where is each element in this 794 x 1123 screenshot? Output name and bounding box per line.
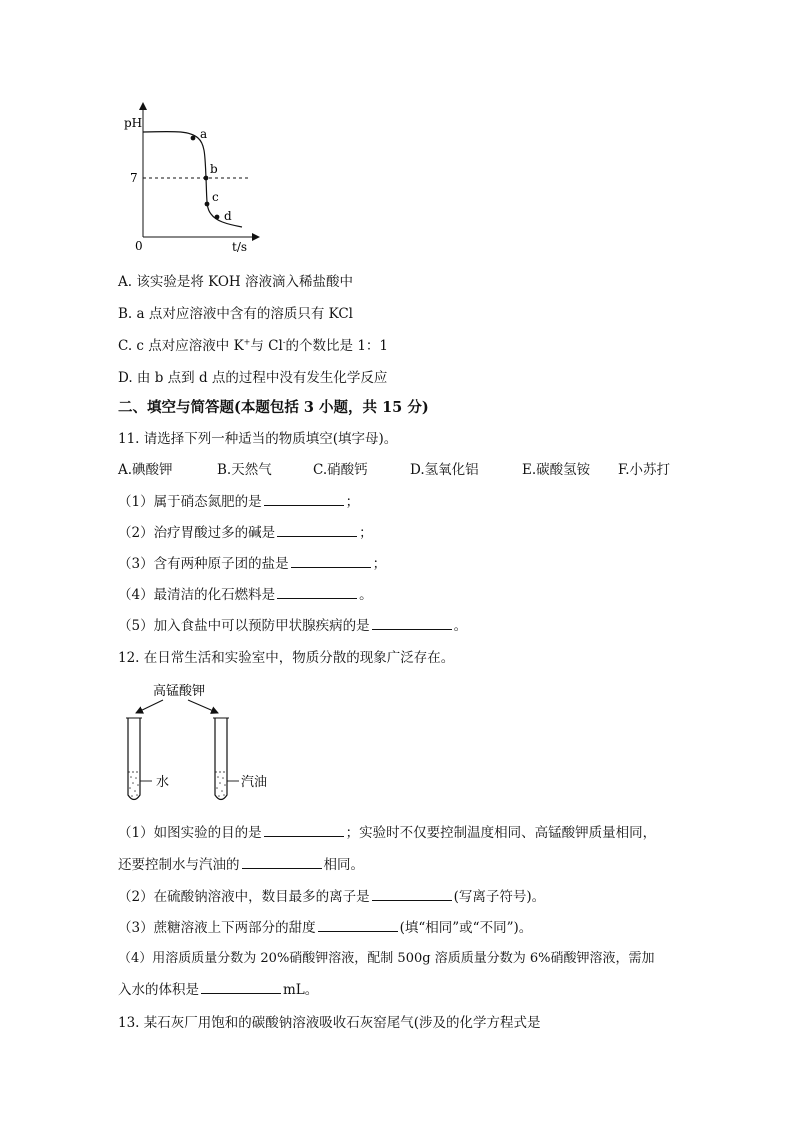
point-b-label: b <box>210 162 218 176</box>
point-d-label: d <box>224 209 232 223</box>
figure-top-label: 高锰酸钾 <box>153 684 206 699</box>
answer-blank[interactable] <box>318 917 398 932</box>
q11-item: （2）治疗胃酸过多的碱是 ； <box>118 521 373 541</box>
answer-blank[interactable] <box>242 854 322 869</box>
right-test-tube <box>213 718 239 800</box>
answer-blank[interactable] <box>264 822 344 837</box>
q11-stem: 11. 请选择下列一种适当的物质填空(填字母)。 <box>118 431 398 447</box>
left-test-tube <box>126 718 152 800</box>
left-arrow <box>136 700 163 713</box>
option-d: D. 由 b 点到 d 点的过程中没有发生化学反应 <box>118 370 388 386</box>
answer-blank[interactable] <box>291 553 371 568</box>
q11-choice: C.硝酸钙 <box>313 462 368 478</box>
q12-part3: （3）蔗糖溶液上下两部分的甜度 (填“相同”或“不同”)。 <box>118 916 532 936</box>
q12-part4-line2: 入水的体积是 mL。 <box>118 978 318 998</box>
q12-part4-line1: （4）用溶质质量分数为 20%硝酸钾溶液，配制 500g 溶质质量分数为 6%硝酸钾溶液，需加 <box>118 951 655 966</box>
answer-blank[interactable] <box>372 615 452 630</box>
q11-item: （3）含有两种原子团的盐是 ； <box>118 552 386 572</box>
q12-stem: 12. 在日常生活和实验室中，物质分散的现象广泛存在。 <box>118 650 455 666</box>
answer-blank[interactable] <box>264 491 344 506</box>
x-axis-label: t/s <box>232 240 248 254</box>
point-c-dot <box>205 202 210 207</box>
q13-stem: 13. 某石灰厂用饱和的碳酸钠溶液吸收石灰窑尾气(涉及的化学方程式是 <box>118 1015 541 1031</box>
answer-blank[interactable] <box>277 522 357 537</box>
y-axis-label: pH <box>124 116 143 130</box>
point-a-label: a <box>200 127 208 141</box>
ph-titration-graph <box>118 100 263 255</box>
q11-choice: D.氢氧化铝 <box>410 462 479 478</box>
answer-blank[interactable] <box>277 584 357 599</box>
q12-part2: （2）在硫酸钠溶液中，数目最多的离子是 (写离子符号)。 <box>118 885 545 905</box>
q11-item: （1）属于硝态氮肥的是 ； <box>118 490 359 510</box>
q11-choice: B.天然气 <box>217 462 272 478</box>
origin-label: 0 <box>135 239 143 253</box>
q12-part1-line1: （1）如图实验的目的是 ；实验时不仅要控制温度相同、高锰酸钾质量相同， <box>118 821 656 841</box>
water-label: 水 <box>156 775 170 790</box>
option-a: A. 该实验是将 KOH 溶液滴入稀盐酸中 <box>118 274 353 290</box>
option-b: B. a 点对应溶液中含有的溶质只有 KCl <box>118 306 354 322</box>
point-b-dot <box>204 176 209 181</box>
right-arrow <box>188 700 218 713</box>
q11-item: （5）加入食盐中可以预防甲状腺疾病的是 。 <box>118 614 467 634</box>
q11-choice: A.碘酸钾 <box>118 462 173 478</box>
section-heading: 二、填空与简答题(本题包括 3 小题，共 15 分) <box>118 399 429 416</box>
point-d-dot <box>215 215 220 220</box>
ph7-label: 7 <box>130 171 138 185</box>
point-a-dot <box>191 136 196 141</box>
test-tube-figure <box>118 678 288 808</box>
q11-choice: F.小苏打 <box>618 462 671 478</box>
answer-blank[interactable] <box>372 886 452 901</box>
q12-part1-line2: 还要控制水与汽油的 相同。 <box>118 853 364 873</box>
answer-blank[interactable] <box>201 979 281 994</box>
q11-choice: E.碳酸氢铵 <box>522 462 591 478</box>
gasoline-label: 汽油 <box>241 775 268 790</box>
q11-item: （4）最清洁的化石燃料是 。 <box>118 583 373 603</box>
point-c-label: c <box>212 190 219 204</box>
option-c: C. c 点对应溶液中 K+与 Cl-的个数比是 1：1 <box>118 337 389 354</box>
